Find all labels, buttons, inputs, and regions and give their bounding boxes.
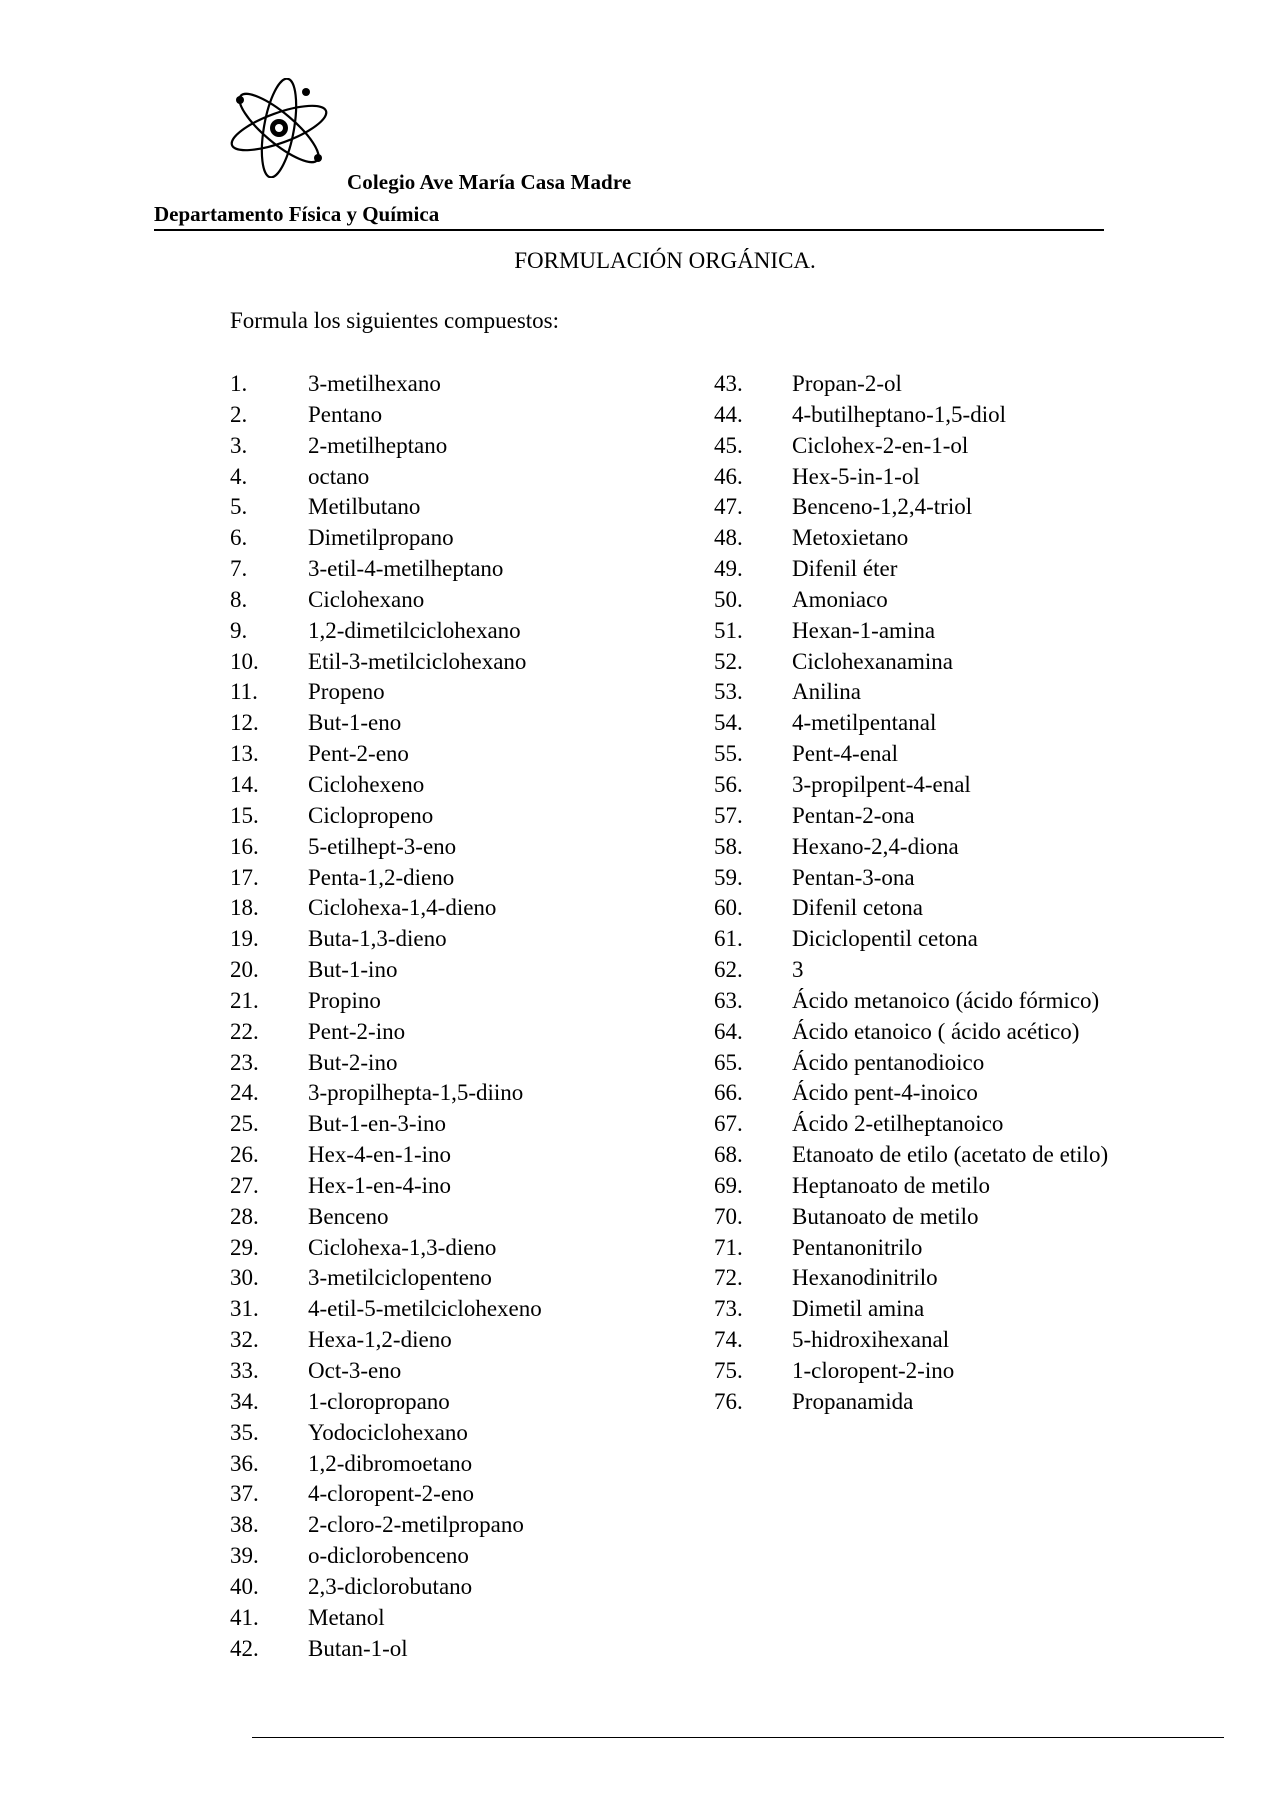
item-number: 69.: [714, 1172, 743, 1198]
compound-name: Amoniaco: [792, 586, 888, 612]
compound-name: octano: [308, 463, 370, 489]
list-item: [714, 369, 1108, 400]
compound-name: Hex-4-en-1-ino: [308, 1142, 452, 1168]
compound-name: Metanol: [308, 1604, 385, 1630]
list-item: [230, 1541, 542, 1572]
list-item: [714, 431, 1108, 462]
compound-name: Butanoato de metilo: [792, 1203, 979, 1229]
list-item: [714, 1140, 1108, 1171]
item-number: 65.: [714, 1049, 743, 1075]
compound-name: Ciclohexano: [308, 586, 425, 612]
item-number: 75.: [714, 1358, 743, 1383]
list-item: [230, 924, 542, 955]
item-number: 56.: [714, 771, 743, 797]
list-item: [230, 1202, 542, 1233]
list-item: [230, 523, 542, 554]
compound-name: Heptanoato de metilo: [792, 1172, 990, 1198]
list-item: [714, 893, 1108, 924]
list-item: [230, 1572, 542, 1603]
item-number: 36.: [230, 1450, 259, 1476]
compound-name: Etanoato de etilo (acetato de etilo): [792, 1142, 1109, 1168]
item-number: 45.: [714, 432, 743, 458]
item-number: 72.: [714, 1265, 743, 1291]
compound-name: Ciclohexeno: [308, 771, 425, 797]
list-item: [230, 1449, 542, 1480]
list-item: [230, 400, 542, 431]
page-title: FORMULACIÓN ORGÁNICA.: [514, 248, 816, 273]
item-number: 10.: [230, 648, 259, 674]
item-number: 41.: [230, 1604, 259, 1630]
compound-name: But-1-ino: [308, 957, 398, 983]
item-number: 68.: [714, 1142, 743, 1168]
list-item: [714, 1387, 1108, 1418]
list-item: [230, 1510, 542, 1541]
compound-name: Hexa-1,2-dieno: [308, 1327, 452, 1353]
item-number: 32.: [230, 1327, 259, 1353]
compound-name: Diciclopentil cetona: [792, 926, 978, 952]
compound-name: Pent-2-eno: [308, 741, 409, 767]
department-name: Departamento Física y Química: [154, 202, 440, 226]
item-number: 42.: [230, 1635, 259, 1661]
item-number: 46.: [714, 463, 743, 489]
item-number: 34.: [230, 1388, 259, 1414]
list-item: [230, 893, 542, 924]
compound-name: Metoxietano: [792, 525, 909, 551]
list-item: [714, 708, 1108, 739]
item-number: 31.: [230, 1296, 259, 1322]
list-item: [714, 801, 1108, 832]
compound-name: Dimetilpropano: [308, 525, 454, 551]
item-number: 67.: [714, 1111, 743, 1137]
item-number: 76.: [714, 1388, 743, 1414]
school-name: Colegio Ave María Casa Madre: [347, 170, 632, 194]
list-item: [230, 369, 542, 400]
list-item: [230, 1634, 542, 1665]
item-number: 30.: [230, 1265, 259, 1291]
item-number: 52.: [714, 648, 743, 674]
compound-name: Hexan-1-amina: [792, 617, 936, 643]
compound-list-right: [714, 369, 1108, 1418]
list-item: [714, 616, 1108, 647]
compound-name: Ácido etanoico ( ácido acético): [792, 1018, 1080, 1044]
compound-name: Hex-5-in-1-ol: [792, 463, 920, 489]
item-number: 58.: [714, 833, 743, 859]
item-number: 19.: [230, 926, 259, 952]
item-number: 43.: [714, 371, 743, 396]
item-number: 13.: [230, 741, 259, 767]
compound-name: Propeno: [308, 679, 385, 705]
list-item: [714, 924, 1108, 955]
compound-name: Ácido metanoico (ácido fórmico): [792, 987, 1100, 1013]
list-item: [230, 431, 542, 462]
item-number: 73.: [714, 1296, 743, 1322]
list-item: [714, 523, 1108, 554]
compound-name: 3-etil-4-metilheptano: [308, 556, 504, 582]
item-number: 18.: [230, 895, 259, 921]
item-number: 24.: [230, 1080, 259, 1106]
item-number: 3.: [230, 432, 248, 458]
list-item: [230, 1109, 542, 1140]
compound-name: 2,3-diclorobutano: [308, 1573, 473, 1599]
instruction-text: Formula los siguientes compuestos:: [230, 308, 560, 333]
compound-name: 3: [792, 957, 804, 983]
list-item: [230, 1171, 542, 1202]
item-number: 16.: [230, 833, 259, 859]
compound-name: 3-propilpent-4-enal: [792, 771, 971, 797]
list-item: [714, 462, 1108, 493]
footer-divider: [252, 1737, 1224, 1738]
item-number: 54.: [714, 710, 743, 736]
list-item: [714, 955, 1108, 986]
item-number: 21.: [230, 987, 259, 1013]
item-number: 62.: [714, 957, 743, 983]
compound-name: 4-etil-5-metilciclohexeno: [308, 1296, 542, 1322]
item-number: 8.: [230, 586, 248, 612]
item-number: 5.: [230, 494, 248, 520]
list-item: [714, 1233, 1108, 1264]
compound-name: 1-cloropent-2-ino: [792, 1358, 955, 1383]
item-number: 60.: [714, 895, 743, 921]
compound-name: Propino: [308, 987, 381, 1013]
compound-name: Benceno: [308, 1203, 389, 1229]
item-number: 38.: [230, 1512, 259, 1538]
item-number: 2.: [230, 401, 248, 427]
list-item: [230, 863, 542, 894]
compound-name: Dimetil amina: [792, 1296, 925, 1322]
item-number: 26.: [230, 1142, 259, 1168]
item-number: 55.: [714, 741, 743, 767]
list-item: [230, 1356, 542, 1387]
item-number: 14.: [230, 771, 259, 797]
item-number: 63.: [714, 987, 743, 1013]
compound-name: Pentanonitrilo: [792, 1234, 923, 1260]
list-item: [230, 1140, 542, 1171]
list-item: [230, 1603, 542, 1634]
item-number: 44.: [714, 401, 743, 427]
compound-name: Ciclohexa-1,4-dieno: [308, 895, 497, 921]
list-item: [714, 1294, 1108, 1325]
list-item: [230, 832, 542, 863]
compound-name: Difenil éter: [792, 556, 898, 582]
compound-name: 5-etilhept-3-eno: [308, 833, 457, 859]
compound-name: Propanamida: [792, 1388, 914, 1414]
list-item: [230, 1387, 542, 1418]
item-number: 1.: [230, 371, 248, 396]
item-number: 50.: [714, 586, 743, 612]
list-item: [714, 554, 1108, 585]
item-number: 61.: [714, 926, 743, 952]
compound-name: Pentan-2-ona: [792, 802, 915, 828]
item-number: 64.: [714, 1018, 743, 1044]
item-number: 74.: [714, 1327, 743, 1353]
compound-name: Ciclohexa-1,3-dieno: [308, 1234, 497, 1260]
item-number: 27.: [230, 1172, 259, 1198]
atom-icon: [226, 78, 332, 178]
list-item: [230, 677, 542, 708]
list-item: [230, 554, 542, 585]
list-item: [714, 739, 1108, 770]
list-item: [714, 986, 1108, 1017]
compound-name: 5-hidroxihexanal: [792, 1327, 950, 1353]
item-number: 7.: [230, 556, 248, 582]
list-item: [230, 616, 542, 647]
compound-name: 2-metilheptano: [308, 432, 448, 458]
compound-name: Hexanodinitrilo: [792, 1265, 938, 1291]
compound-name: Hexano-2,4-diona: [792, 833, 959, 859]
list-item: [714, 1048, 1108, 1079]
list-item: [230, 739, 542, 770]
item-number: 53.: [714, 679, 743, 705]
compound-name: But-1-eno: [308, 710, 402, 736]
compound-name: Yodociclohexano: [308, 1419, 468, 1445]
list-item: [714, 1078, 1108, 1109]
list-item: [230, 801, 542, 832]
compound-name: Ciclohexanamina: [792, 648, 953, 674]
item-number: 25.: [230, 1111, 259, 1137]
compound-name: Ciclopropeno: [308, 802, 434, 828]
compound-name: But-1-en-3-ino: [308, 1111, 446, 1137]
compound-name: Buta-1,3-dieno: [308, 926, 447, 952]
item-number: 20.: [230, 957, 259, 983]
compound-name: Pentan-3-ona: [792, 864, 915, 890]
list-item: [230, 1325, 542, 1356]
compound-name: Oct-3-eno: [308, 1358, 402, 1383]
list-item: [230, 770, 542, 801]
list-item: [714, 863, 1108, 894]
compound-name: Ácido 2-etilheptanoico: [792, 1111, 1004, 1137]
list-item: [714, 1325, 1108, 1356]
item-number: 6.: [230, 525, 248, 551]
list-item: [714, 677, 1108, 708]
compound-name: Anilina: [792, 679, 861, 705]
item-number: 12.: [230, 710, 259, 736]
compound-name: Ciclohex-2-en-1-ol: [792, 432, 969, 458]
list-item: [230, 986, 542, 1017]
item-number: 17.: [230, 864, 259, 890]
compound-name: Propan-2-ol: [792, 371, 902, 396]
item-number: 71.: [714, 1234, 743, 1260]
list-item: [714, 585, 1108, 616]
list-item: [714, 1202, 1108, 1233]
compound-name: Ácido pent-4-inoico: [792, 1080, 978, 1106]
list-item: [714, 400, 1108, 431]
item-number: 37.: [230, 1481, 259, 1507]
list-item: [230, 1479, 542, 1510]
list-item: [230, 708, 542, 739]
item-number: 70.: [714, 1203, 743, 1229]
item-number: 23.: [230, 1049, 259, 1075]
list-item: [714, 832, 1108, 863]
item-number: 4.: [230, 463, 248, 489]
compound-name: Butan-1-ol: [308, 1635, 408, 1661]
item-number: 28.: [230, 1203, 259, 1229]
compound-name: 1,2-dibromoetano: [308, 1450, 473, 1476]
list-item: [230, 462, 542, 493]
compound-name: 4-cloropent-2-eno: [308, 1481, 475, 1507]
list-item: [714, 1356, 1108, 1387]
list-item: [230, 492, 542, 523]
compound-name: 2-cloro-2-metilpropano: [308, 1512, 524, 1538]
item-number: 11.: [230, 679, 258, 705]
list-item: [230, 1017, 542, 1048]
item-number: 66.: [714, 1080, 743, 1106]
list-item: [230, 1233, 542, 1264]
list-item: [230, 955, 542, 986]
list-item: [230, 585, 542, 616]
compound-name: Hex-1-en-4-ino: [308, 1172, 452, 1198]
compound-name: o-diclorobenceno: [308, 1543, 469, 1569]
compound-name: Pent-4-enal: [792, 741, 899, 767]
compound-name: 3-propilhepta-1,5-diino: [308, 1080, 524, 1106]
list-item: [714, 1263, 1108, 1294]
item-number: 29.: [230, 1234, 259, 1260]
item-number: 47.: [714, 494, 743, 520]
compound-list-left: [230, 369, 542, 1664]
list-item: [230, 1263, 542, 1294]
item-number: 48.: [714, 525, 743, 551]
item-number: 51.: [714, 617, 743, 643]
item-number: 39.: [230, 1543, 259, 1569]
list-item: [714, 1017, 1108, 1048]
item-number: 22.: [230, 1018, 259, 1044]
compound-name: Metilbutano: [308, 494, 421, 520]
compound-name: 4-metilpentanal: [792, 710, 937, 736]
list-item: [230, 1078, 542, 1109]
compound-name: 3-metilciclopenteno: [308, 1265, 492, 1291]
compound-name: Difenil cetona: [792, 895, 923, 921]
compound-name: Etil-3-metilciclohexano: [308, 648, 527, 674]
item-number: 33.: [230, 1358, 259, 1383]
compound-name: Pent-2-ino: [308, 1018, 406, 1044]
compound-name: Penta-1,2-dieno: [308, 864, 455, 890]
list-item: [714, 770, 1108, 801]
list-item: [714, 647, 1108, 678]
compound-name: Benceno-1,2,4-triol: [792, 494, 973, 520]
list-item: [230, 647, 542, 678]
item-number: 40.: [230, 1573, 259, 1599]
item-number: 57.: [714, 802, 743, 828]
compound-name: 3-metilhexano: [308, 371, 441, 396]
list-item: [230, 1294, 542, 1325]
compound-name: 4-butilheptano-1,5-diol: [792, 401, 1006, 427]
item-number: 15.: [230, 802, 259, 828]
compound-name: Ácido pentanodioico: [792, 1049, 985, 1075]
compound-name: 1-cloropropano: [308, 1388, 450, 1414]
item-number: 35.: [230, 1419, 259, 1445]
compound-name: Pentano: [308, 401, 383, 427]
item-number: 9.: [230, 617, 248, 643]
compound-name: But-2-ino: [308, 1049, 398, 1075]
list-item: [714, 492, 1108, 523]
compound-name: 1,2-dimetilciclohexano: [308, 617, 521, 643]
item-number: 59.: [714, 864, 743, 890]
list-item: [230, 1418, 542, 1449]
list-item: [714, 1171, 1108, 1202]
item-number: 49.: [714, 556, 743, 582]
list-item: [714, 1109, 1108, 1140]
header-divider: [154, 229, 1104, 231]
list-item: [230, 1048, 542, 1079]
